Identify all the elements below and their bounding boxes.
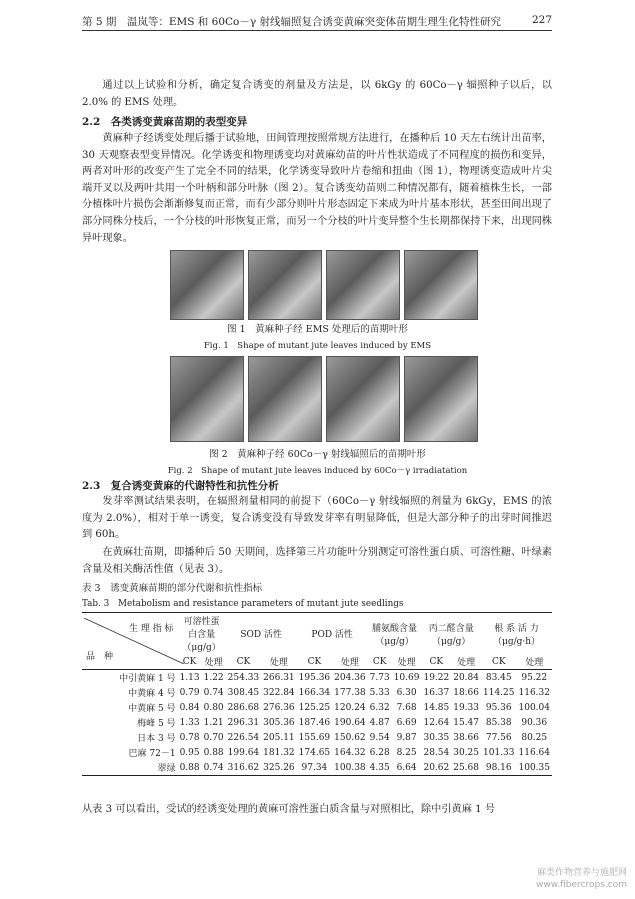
table-cell: 116.32 <box>518 687 550 698</box>
column-group-header: POD 活性 <box>297 613 368 655</box>
table-cell: 0.88 <box>178 760 202 776</box>
table-cell: 6.69 <box>396 717 417 728</box>
variety-name: 梅峰 5 号 <box>137 719 176 729</box>
table-cell: 116.64 <box>518 747 550 758</box>
table-cell: 0.84 <box>179 702 200 713</box>
table-cell: 308.45 <box>227 687 260 698</box>
table-cell: 77.56 <box>485 732 512 743</box>
table-corner <box>82 613 178 670</box>
watermark <box>536 867 627 891</box>
figure-2-photo <box>326 356 400 442</box>
table-row <box>82 745 552 760</box>
table-cell: 296.31 <box>227 717 260 728</box>
figure-1-photos <box>170 250 478 320</box>
table-cell: 18.66 <box>453 687 479 698</box>
table-cell: 0.74 <box>203 687 224 698</box>
variety-name: 中黄麻 4 号 <box>128 689 176 699</box>
corner-top-label: 生 理 指 标 <box>128 624 174 634</box>
table-cell: 38.66 <box>453 732 479 743</box>
table-cell: 305.36 <box>263 717 295 728</box>
table-cell: 254.33 <box>227 672 260 683</box>
table-cell: 114.25 <box>483 687 515 698</box>
figure-2-photo <box>404 356 478 442</box>
table-cell: 316.62 <box>226 760 262 776</box>
table-3-title-zh: 表 3 诱变黄麻苗期的部分代谢和抗性指标 <box>82 583 263 594</box>
sub-header: 处理 <box>202 654 226 670</box>
table-cell: 5.33 <box>369 687 390 698</box>
page-number: 227 <box>531 14 552 26</box>
variety-name: 巴麻 72－1 <box>128 749 176 759</box>
table-cell: 1.22 <box>203 672 224 683</box>
watermark-line: 麻类作物营养与施肥网 <box>536 868 627 878</box>
table-cell: 7.73 <box>369 672 390 683</box>
table-cell: 4.87 <box>369 717 390 728</box>
table-cell: 155.69 <box>298 732 331 743</box>
table-cell: 98.16 <box>481 760 517 776</box>
sub-header: 处理 <box>517 654 553 670</box>
sub-header: CK <box>421 654 451 670</box>
table-cell: 125.25 <box>298 702 331 713</box>
table-row <box>82 760 552 776</box>
header-title: 第 5 期 温岚等：EMS 和 60Co－γ 射线辐照复合诱变黄麻突变体苗期生理生化特性研究 <box>82 16 501 28</box>
table-3 <box>82 612 552 776</box>
table-cell: 19.33 <box>453 702 479 713</box>
table-row <box>82 700 552 715</box>
table-cell: 10.69 <box>393 672 420 683</box>
table-cell: 187.46 <box>298 717 331 728</box>
table-cell: 195.36 <box>298 672 331 683</box>
table-cell: 90.36 <box>521 717 548 728</box>
corner-bottom-label: 品 种 <box>86 652 114 662</box>
table-cell: 1.13 <box>179 672 200 683</box>
section-heading-2-3: 2.3 复合诱变黄麻的代谢特性和抗性分析 <box>82 480 279 492</box>
table-cell: 15.47 <box>453 717 479 728</box>
table-cell: 325.26 <box>261 760 297 776</box>
table-cell: 190.64 <box>334 717 366 728</box>
sub-header: CK <box>226 654 262 670</box>
figure-1-caption-en: Fig. 1 Shape of mutant jute leaves induced by EMS <box>203 341 432 351</box>
table-row <box>82 670 552 686</box>
table-cell: 181.32 <box>263 747 295 758</box>
table-cell: 266.31 <box>263 672 295 683</box>
table-cell: 6.32 <box>369 702 390 713</box>
table-cell: 100.04 <box>518 702 550 713</box>
table-cell: 120.24 <box>334 702 366 713</box>
paragraph-germination: 发芽率测试结果表明，在辐照剂量相同的前提下（60Co－γ 射线辐照的剂量为 6kGy，EMS 的浓度为 2.0%），相对于单一诱变，复合诱变没有导致发芽率有明显降低，但是大部分种子的出芽时间推迟到 60h。 <box>82 496 552 541</box>
variety-name: 翠绿 <box>82 760 178 776</box>
table-cell: 8.25 <box>396 747 417 758</box>
table-cell: 0.70 <box>203 732 224 743</box>
table-cell: 30.35 <box>423 732 450 743</box>
figure-1-caption-zh: 图 1 黄麻种子经 EMS 处理后的苗期叶形 <box>227 324 408 335</box>
table-cell: 95.22 <box>521 672 548 683</box>
table-cell: 97.34 <box>297 760 333 776</box>
column-group-header: SOD 活性 <box>226 613 297 655</box>
table-cell: 205.11 <box>263 732 295 743</box>
sub-header: CK <box>297 654 333 670</box>
table-cell: 25.68 <box>451 760 481 776</box>
figure-2-caption-zh: 图 2 黄麻种子经 60Co－γ 射线辐照后的苗期叶形 <box>209 449 426 460</box>
variety-name: 日本 3 号 <box>137 734 176 744</box>
paragraph-analysis: 从表 3 可以看出，受试的经诱变处理的黄麻可溶性蛋白质含量与对照相比，除中引黄麻 1 号 <box>82 804 496 815</box>
table-cell: 80.25 <box>521 732 548 743</box>
table-cell: 101.33 <box>483 747 515 758</box>
table-cell: 100.35 <box>517 760 553 776</box>
figure-2-photo <box>170 356 244 442</box>
table-cell: 4.35 <box>368 760 392 776</box>
table-row <box>82 730 552 745</box>
figure-2-caption-en: Fig. 2 Shape of mutant jute leaves induced by 60Co－γ irradiatation <box>167 466 468 476</box>
table-cell: 1.21 <box>203 717 224 728</box>
section-heading-2-2: 2.2 各类诱变黄麻苗期的表型变异 <box>82 116 248 128</box>
table-cell: 0.95 <box>179 747 200 758</box>
header-rule <box>82 30 552 31</box>
table-cell: 0.79 <box>179 687 200 698</box>
table-cell: 95.36 <box>485 702 512 713</box>
table-cell: 0.78 <box>179 732 200 743</box>
table-cell: 9.87 <box>396 732 417 743</box>
table-cell: 177.38 <box>334 687 366 698</box>
table-cell: 226.54 <box>227 732 260 743</box>
table-cell: 0.80 <box>203 702 224 713</box>
table-cell: 286.68 <box>227 702 260 713</box>
table-row <box>82 685 552 700</box>
variety-name: 中黄麻 5 号 <box>128 704 176 714</box>
table-cell: 6.28 <box>369 747 390 758</box>
table-cell: 20.62 <box>421 760 451 776</box>
table-cell: 20.84 <box>453 672 479 683</box>
table-cell: 9.54 <box>369 732 390 743</box>
table-3-title-en: Tab. 3 Metabolism and resistance parameters of mutant jute seedlings <box>82 599 404 609</box>
figure-2-photo <box>248 356 322 442</box>
table-cell: 7.68 <box>396 702 417 713</box>
table-cell: 12.64 <box>423 717 450 728</box>
table-cell: 204.36 <box>334 672 366 683</box>
figure-1-photo <box>404 250 478 320</box>
table-cell: 1.33 <box>179 717 200 728</box>
table-cell: 6.64 <box>392 760 422 776</box>
sub-header: CK <box>481 654 517 670</box>
column-group-header: 脯氨酸含量（μg/g） <box>368 613 422 655</box>
sub-header: CK <box>368 654 392 670</box>
table-cell: 166.34 <box>298 687 331 698</box>
table-cell: 16.37 <box>423 687 450 698</box>
figure-1-photo <box>326 250 400 320</box>
table-cell: 322.84 <box>263 687 295 698</box>
table-cell: 14.85 <box>423 702 450 713</box>
table-cell: 19.22 <box>423 672 450 683</box>
figure-1-photo <box>248 250 322 320</box>
variety-name: 中引黄麻 1 号 <box>119 674 176 684</box>
table-cell: 83.45 <box>485 672 512 683</box>
sub-header: CK <box>178 654 202 670</box>
table-cell: 174.65 <box>298 747 331 758</box>
table-cell: 150.62 <box>334 732 366 743</box>
sub-header: 处理 <box>332 654 368 670</box>
watermark-line: www.fibercrops.com <box>536 880 627 890</box>
sub-header: 处理 <box>392 654 422 670</box>
sub-header: 处理 <box>261 654 297 670</box>
paragraph-measurement: 在黄麻壮苗期，即播种后 50 天期间，选择第三片功能叶分别测定可溶性蛋白质、可溶性糖、叶绿素含量及相关酶活性值（见表 3）。 <box>82 547 552 575</box>
table-row <box>82 715 552 730</box>
sub-header: 处理 <box>451 654 481 670</box>
figure-1-photo <box>170 250 244 320</box>
figure-2-photos <box>170 356 478 442</box>
table-cell: 85.38 <box>485 717 512 728</box>
table-cell: 6.30 <box>396 687 417 698</box>
table-cell: 0.88 <box>203 747 224 758</box>
column-group-header: 根 系 活 力（μg/g·h） <box>481 613 552 655</box>
table-cell: 0.74 <box>202 760 226 776</box>
table-cell: 199.64 <box>227 747 260 758</box>
column-group-header: 丙二醛含量（μg/g） <box>421 613 481 655</box>
paragraph-conclusion: 通过以上试验和分析，确定复合诱变的剂量及方法是，以 6kGy 的 60Co－γ 辐照种子以后，以 2.0% 的 EMS 处理。 <box>82 80 552 108</box>
column-group-header: 可溶性蛋白含量（μg/g） <box>178 613 226 655</box>
paragraph-phenotype: 黄麻种子经诱变处理后播于试验地，田间管理按照常规方法进行，在播种后 10 天左右统计出苗率，30 天观察表型变异情况。化学诱变和物理诱变均对黄麻幼苗的叶片性状造成了不同程度的损伤和变异，两者对叶形的改变产生了完全不同的结果，化学诱变导致叶片卷缩和扭曲（图 1），物理诱变造成叶片尖端开叉以及两叶共用一个叶柄和部分叶脉（图 2）。复合诱变幼苗则二种情况都有，随着植株生长，一部分植株叶片损伤会渐渐修复而正常，而有少部分则叶片形态固定下来成为叶片基本形状，甚至田间出现了部分同株分枝后，一个分枝的叶形恢复正常，而另一个分枝的叶片变异整个生长期都保持下来，出现同株异叶现象。 <box>82 133 552 244</box>
table-cell: 100.38 <box>332 760 368 776</box>
table-cell: 164.32 <box>334 747 366 758</box>
table-cell: 30.25 <box>453 747 479 758</box>
table-cell: 276.36 <box>263 702 295 713</box>
table-cell: 28.54 <box>423 747 450 758</box>
